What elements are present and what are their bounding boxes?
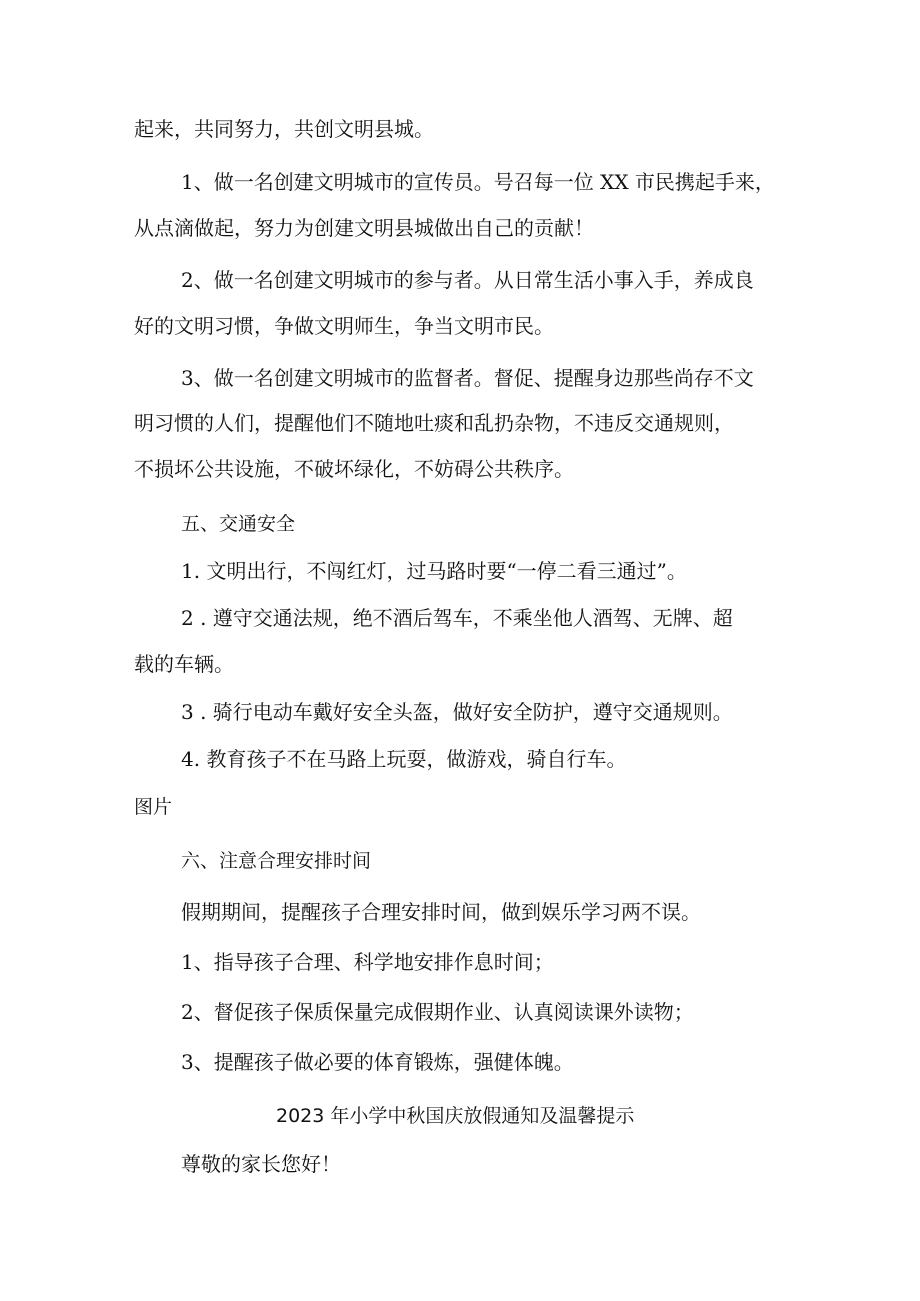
paragraph-intro-end: 起来，共同努力，共创文明县城。 bbox=[134, 117, 434, 141]
traffic-item-2-line-2: 载的车辆。 bbox=[134, 652, 234, 676]
time-item-3: 3、提醒孩子做必要的体育锻炼，强健体魄。 bbox=[181, 1050, 574, 1074]
traffic-item-1: 1. 文明出行，不闯红灯，过马路时要“一停二看三通过”。 bbox=[181, 559, 687, 583]
list-item-2-line-1: 2、做一名创建文明城市的参与者。从日常生活小事入手，养成良 bbox=[181, 268, 754, 292]
traffic-item-2-line-1: 2 . 遵守交通法规，绝不酒后驾车，不乘坐他人酒驾、无牌、超 bbox=[181, 606, 733, 630]
notice-title: 2023 年小学中秋国庆放假通知及温馨提示 bbox=[276, 1105, 635, 1127]
list-item-3-line-1: 3、做一名创建文明城市的监督者。督促、提醒身边那些尚存不文 bbox=[181, 366, 754, 390]
time-item-2: 2、督促孩子保质保量完成假期作业、认真阅读课外读物； bbox=[181, 1000, 694, 1024]
section-5-heading: 五、交通安全 bbox=[181, 513, 296, 535]
image-placeholder-label: 图片 bbox=[134, 796, 173, 818]
time-item-1: 1、指导孩子合理、科学地安排作息时间； bbox=[181, 950, 554, 974]
traffic-item-4: 4. 教育孩子不在马路上玩耍，做游戏，骑自行车。 bbox=[181, 747, 627, 771]
greeting: 尊敬的家长您好！ bbox=[181, 1152, 341, 1176]
list-item-3-line-3: 不损坏公共设施，不破坏绿化，不妨碍公共秩序。 bbox=[134, 457, 574, 481]
list-item-1-line-2: 从点滴做起，努力为创建文明县城做出自己的贡献！ bbox=[134, 216, 594, 240]
traffic-item-3: 3 . 骑行电动车戴好安全头盔，做好安全防护，遵守交通规则。 bbox=[181, 700, 733, 724]
list-item-1-line-1: 1、做一名创建文明城市的宣传员。号召每一位 XX 市民携起手来， bbox=[181, 170, 775, 194]
time-intro: 假期期间，提醒孩子合理安排时间，做到娱乐学习两不误。 bbox=[181, 900, 701, 924]
list-item-2-line-2: 好的文明习惯，争做文明师生，争当文明市民。 bbox=[134, 314, 554, 338]
section-6-heading: 六、注意合理安排时间 bbox=[181, 850, 372, 872]
list-item-3-line-2: 明习惯的人们，提醒他们不随地吐痰和乱扔杂物，不违反交通规则， bbox=[134, 411, 734, 435]
